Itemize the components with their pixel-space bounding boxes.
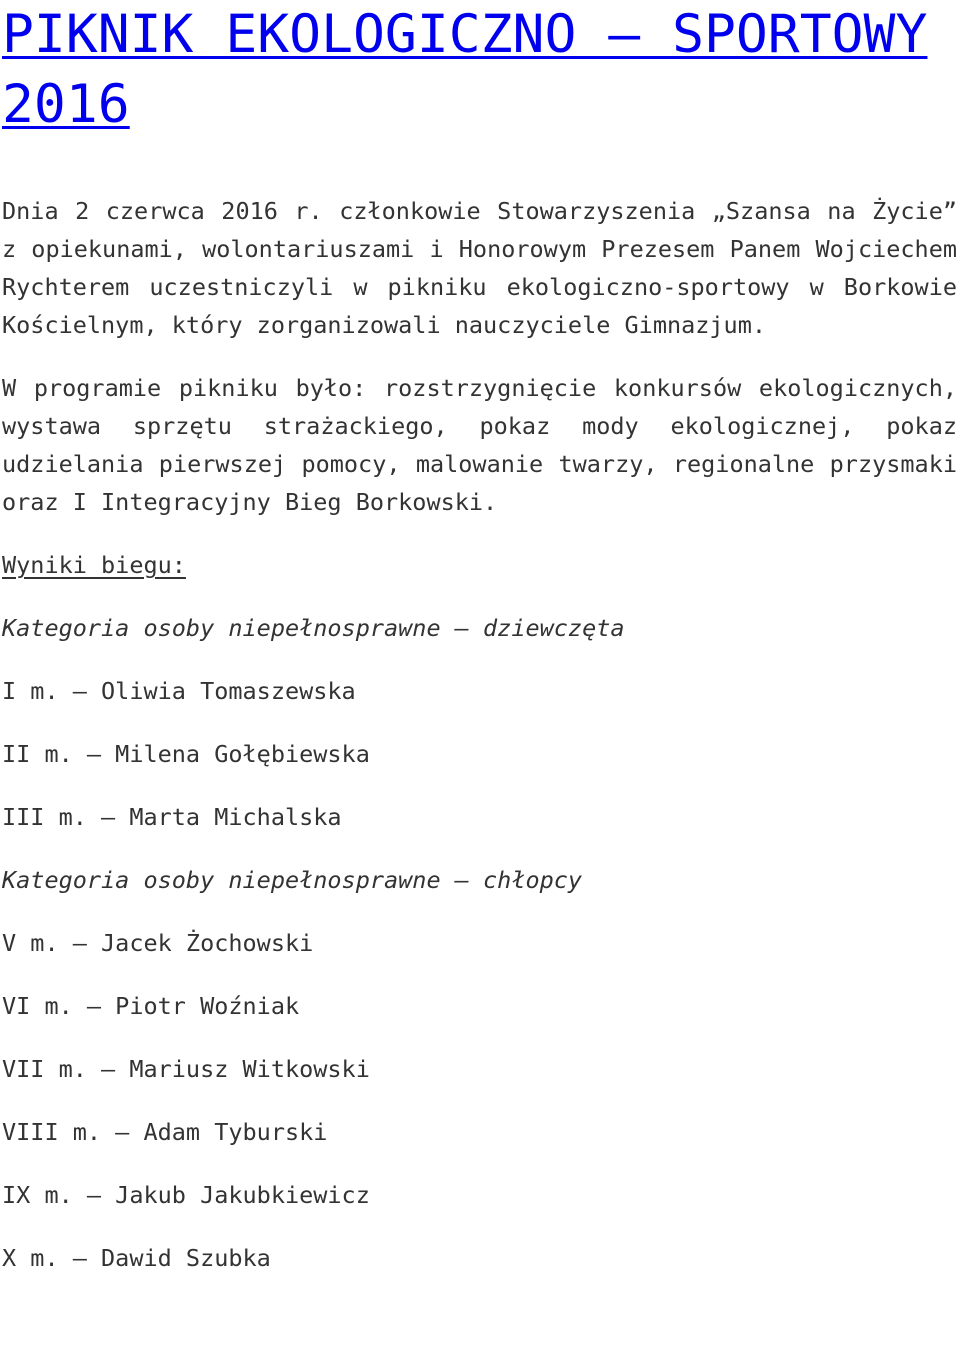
result-entry: VIII m. – Adam Tyburski [2,1118,328,1146]
result-entry: II m. – Milena Gołębiewska [2,740,370,768]
result-entry: V m. – Jacek Żochowski [2,929,314,957]
intro-paragraph: Dnia 2 czerwca 2016 r. członkowie Stowarzyszenia „Szansa na Życie” z opiekunami, wolontariuszami i Honorowym Prezesem Panem Wojciechem Rychterem uczestniczyli w pikniku ekologiczno-sportowy w Borkowie Kościelnym, który zorganizowali nauczyciele Gimnazjum. [2,197,957,339]
article-title-link[interactable]: PIKNIK EKOLOGICZNO – SPORTOWY 2016 [2,4,928,135]
category-label-girls: Kategoria osoby niepełnosprawne – dziewczęta [2,614,625,642]
results-heading-link[interactable]: Wyniki biegu: [2,551,186,579]
article-title[interactable] [2,0,957,140]
result-entry: X m. – Dawid Szubka [2,1244,271,1272]
results-heading[interactable] [2,546,957,584]
result-entry: VI m. – Piotr Woźniak [2,992,300,1020]
result-entry: IX m. – Jakub Jakubkiewicz [2,1181,370,1209]
program-paragraph: W programie pikniku było: rozstrzygnięcie konkursów ekologicznych, wystawa sprzętu strażackiego, pokaz mody ekologicznej, pokaz udzielania pierwszej pomocy, malowanie twarzy, regionalne przysmaki oraz I Integracyjny Bieg Borkowski. [2,374,957,516]
result-entry: III m. – Marta Michalska [2,803,342,831]
result-entry: VII m. – Mariusz Witkowski [2,1055,370,1083]
category-label-boys: Kategoria osoby niepełnosprawne – chłopcy [2,866,583,894]
result-entry: I m. – Oliwia Tomaszewska [2,677,356,705]
